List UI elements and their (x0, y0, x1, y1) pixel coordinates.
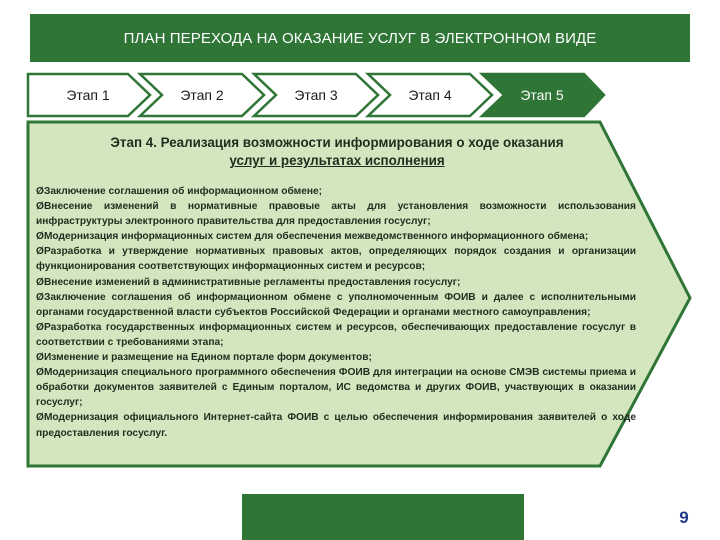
list-item: ØИзменение и размещение на Едином портале форм документов; (36, 352, 372, 364)
bullet-arrow-icon: Ø (36, 291, 44, 303)
list-item: ØРазработка и утверждение нормативных правовых актов, определяющих порядок создания и организации функционирования соответствующих информационных систем и ресурсов; (36, 246, 636, 273)
list-item: ØЗаключение соглашения об информационном обмене с уполномоченным ФОИВ и далее с исполнительными органами государственной власти субъектов Российской Федерации и органами местного самоуправления; (36, 291, 636, 318)
slide-title: ПЛАН ПЕРЕХОДА НА ОКАЗАНИЕ УСЛУГ В ЭЛЕКТРОННОМ ВИДЕ (123, 29, 597, 47)
list-item: ØМодернизация официального Интернет-сайта ФОИВ с целью обеспечения информирования заявителей о ходе предоставления госуслуг. (36, 412, 636, 439)
stage-2-label: Этап 2 (180, 87, 224, 103)
stage-progress (26, 72, 616, 118)
slide-title-bar (30, 14, 690, 62)
bullet-arrow-icon: Ø (36, 246, 44, 258)
page-number: 9 (679, 508, 689, 527)
stage-4-label: Этап 4 (408, 87, 452, 103)
bullet-arrow-icon: Ø (36, 276, 44, 288)
stage-detail-title (44, 134, 630, 170)
stage-detail-title-line1: Этап 4. Реализация возможности информирования о ходе оказания (110, 135, 564, 150)
stage-5-label: Этап 5 (520, 87, 564, 103)
list-item: ØВнесение изменений в нормативные правовые акты для установления возможности использования инфраструктуры электронного правительства для предоставления госуслуг; (36, 201, 636, 228)
list-item: ØМодернизация информационных систем для обеспечения межведомственного информационного обмена; (36, 231, 589, 243)
list-item: ØЗаключение соглашения об информационном обмене; (36, 186, 323, 197)
stage-detail-title-line2: услуг и результатах исполнения (229, 153, 445, 168)
list-item: ØМодернизация специального программного обеспечения ФОИВ для интеграции на основе СМЭВ системы приема и обработки документов заявителей с Единым порталом, ИС ведомства и других ФОИВ, участвующих в оказании госуслуг; (36, 367, 636, 409)
bullet-arrow-icon: Ø (36, 321, 44, 333)
list-item: ØРазработка государственных информационных систем и ресурсов, обеспечивающих предоставление госуслуг в соответствии с требованиями этапа; (36, 321, 636, 348)
list-item: ØВнесение изменений в административные регламенты предоставления госуслуг; (36, 276, 461, 288)
stage-1-label: Этап 1 (66, 87, 110, 103)
stage-3-label: Этап 3 (294, 87, 338, 103)
bullet-arrow-icon: Ø (36, 231, 44, 243)
stage-task-list (36, 184, 636, 441)
bullet-arrow-icon: Ø (36, 201, 44, 213)
bullet-arrow-icon: Ø (36, 186, 44, 197)
bullet-arrow-icon: Ø (36, 412, 44, 424)
bullet-arrow-icon: Ø (36, 367, 44, 379)
bullet-arrow-icon: Ø (36, 352, 44, 364)
footer-bar (242, 494, 524, 540)
